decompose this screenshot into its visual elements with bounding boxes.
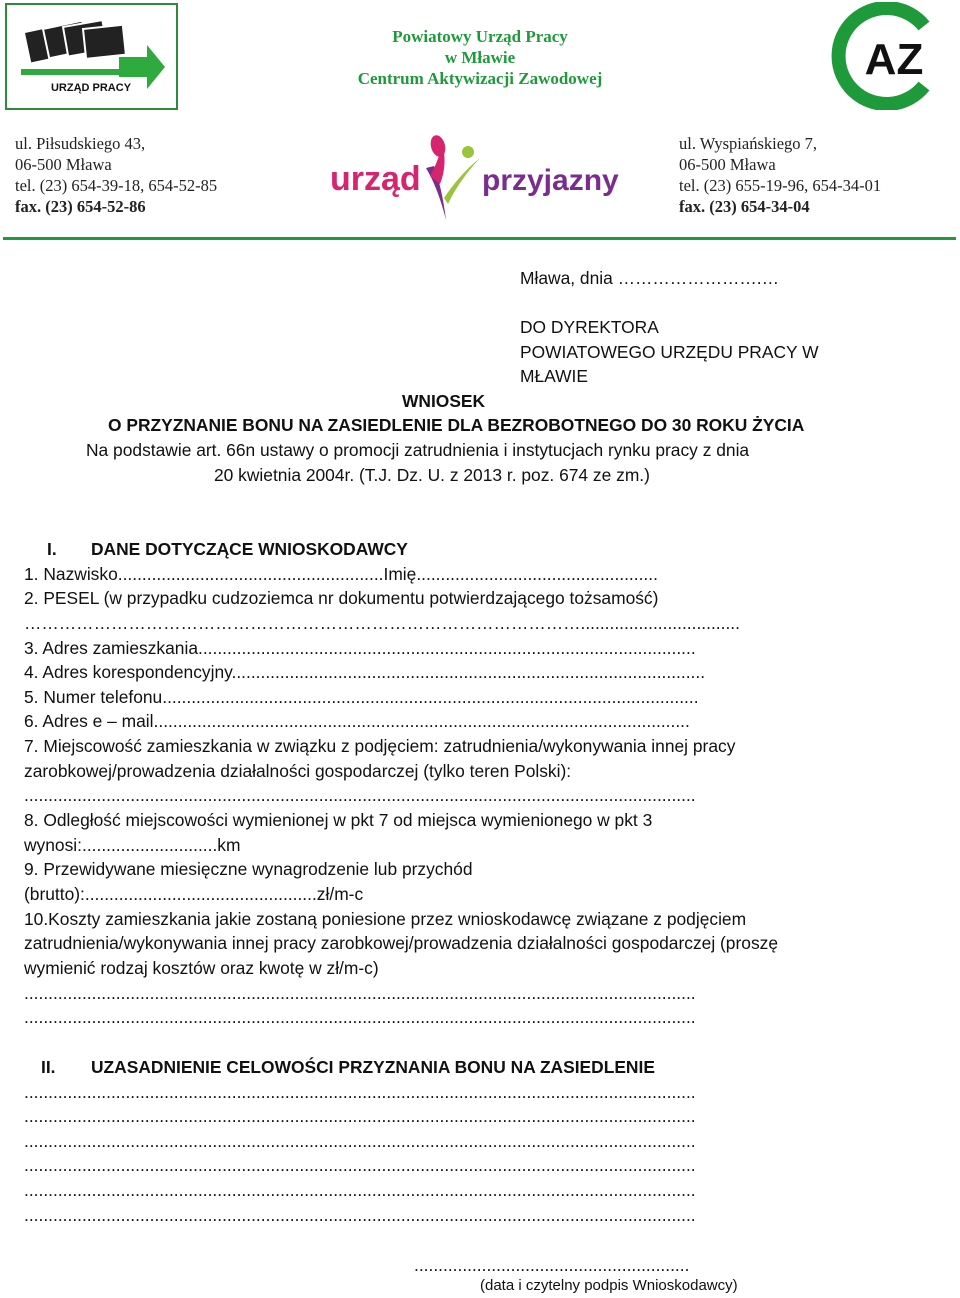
caz-logo-text: AZ: [864, 35, 924, 84]
field-correspondence-address[interactable]: 4. Adres korespondencyjny..................................................................................................: [24, 662, 706, 682]
field-costs-label: wymienić rodzaj kosztów oraz kwotę w zł/m-c): [24, 958, 379, 978]
office-title-line: Centrum Aktywizacji Zawodowej: [357, 69, 603, 88]
section-number: I.: [47, 539, 57, 559]
field-locality-label: 7. Miejscowość zamieszkania w związku z podjęciem: zatrudnienia/wykonywania innej pracy: [24, 736, 736, 756]
justification-line[interactable]: ...........................................................................................................................................: [24, 1131, 696, 1151]
address-right: [679, 133, 881, 217]
field-surname-name[interactable]: 1. Nazwisko.......................................................Imię..................................................: [24, 564, 658, 584]
field-pesel-label: 2. PESEL (w przypadku cudzoziemca nr dokumentu potwierdzającego tożsamość): [24, 588, 659, 608]
legal-basis-line: Na podstawie art. 66n ustawy o promocji zatrudnienia i instytucjach rynku pracy z dnia: [86, 440, 750, 460]
address-line: tel. (23) 654-39-18, 654-52-85: [15, 176, 218, 195]
address-left: [15, 133, 217, 217]
field-residence-address[interactable]: 3. Adres zamieszkania.......................................................................................................: [24, 638, 696, 658]
place-date-field[interactable]: Mława, dnia …………………….…: [520, 268, 779, 288]
section-heading: DANE DOTYCZĄCE WNIOSKODAWCY: [91, 539, 408, 559]
recipient-line: DO DYREKTORA: [520, 317, 659, 337]
urzad-przyjazny-logo: [330, 128, 630, 223]
field-income[interactable]: (brutto):................................................zł/m-c: [24, 884, 364, 904]
recipient-line: POWIATOWEGO URZĘDU PRACY W: [520, 342, 819, 362]
urzad-pracy-logo: [5, 3, 178, 110]
field-costs-label: 10.Koszty zamieszkania jakie zostaną poniesione przez wnioskodawcę związane z podjęciem: [24, 909, 747, 929]
justification-line[interactable]: ...........................................................................................................................................: [24, 1082, 696, 1102]
field-locality-label: zarobkowej/prowadzenia działalności gospodarczej (tylko teren Polski):: [24, 761, 572, 781]
urzad-pracy-logo-text: URZĄD PRACY: [50, 82, 132, 94]
office-title-line: Powiatowy Urząd Pracy: [392, 27, 568, 46]
field-distance[interactable]: wynosi:............................km: [24, 835, 241, 855]
justification-line[interactable]: ...........................................................................................................................................: [24, 1205, 696, 1225]
signature-field[interactable]: .........................................................: [414, 1255, 690, 1275]
field-email[interactable]: 6. Adres e – mail...............................................................................................................: [24, 711, 690, 731]
field-pesel[interactable]: …………………………………………………………………………………….................................: [24, 613, 740, 633]
signature-caption: (data i czytelny podpis Wnioskodawcy): [480, 1277, 738, 1294]
logo-word-przyjazny: przyjazny: [482, 164, 619, 197]
address-line: 06-500 Mława: [679, 155, 776, 174]
header-divider: [3, 237, 956, 240]
address-fax: fax. (23) 654-52-86: [15, 197, 146, 216]
address-line: ul. Piłsudskiego 43,: [15, 134, 146, 153]
justification-line[interactable]: ...........................................................................................................................................: [24, 1155, 696, 1175]
legal-basis-line: 20 kwietnia 2004r. (T.J. Dz. U. z 2013 r. poz. 674 ze zm.): [214, 465, 650, 485]
field-costs-label: zatrudnienia/wykonywania innej pracy zarobkowej/prowadzenia działalności gospodarczej (proszę: [24, 933, 779, 953]
address-line: tel. (23) 655-19-96, 654-34-01: [679, 176, 882, 195]
field-locality[interactable]: ...........................................................................................................................................: [24, 785, 696, 805]
recipient-line: MŁAWIE: [520, 366, 588, 386]
justification-line[interactable]: ...........................................................................................................................................: [24, 1106, 696, 1126]
field-income-label: 9. Przewidywane miesięczne wynagrodzenie lub przychód: [24, 859, 473, 879]
form-title: WNIOSEK: [402, 391, 486, 411]
logo-word-urzad: urząd: [330, 160, 421, 198]
office-title-line: w Mławie: [444, 48, 516, 67]
field-phone[interactable]: 5. Numer telefonu...............................................................................................................: [24, 687, 699, 707]
address-line: 06-500 Mława: [15, 155, 112, 174]
section-heading: UZASADNIENIE CELOWOŚCI PRZYZNANIA BONU NA ZASIEDLENIE: [91, 1057, 655, 1077]
field-distance-label: 8. Odległość miejscowości wymienionej w pkt 7 od miejsca wymienionego w pkt 3: [24, 810, 653, 830]
section-number: II.: [41, 1057, 56, 1077]
form-subtitle: O PRZYZNANIE BONU NA ZASIEDLENIE DLA BEZROBOTNEGO DO 30 ROKU ŻYCIA: [108, 415, 805, 435]
address-line: ul. Wyspiańskiego 7,: [679, 134, 818, 153]
field-costs[interactable]: ...........................................................................................................................................: [24, 983, 696, 1003]
caz-logo: [820, 2, 948, 110]
office-title: [300, 26, 660, 89]
field-costs[interactable]: ...........................................................................................................................................: [24, 1007, 696, 1027]
justification-line[interactable]: ...........................................................................................................................................: [24, 1180, 696, 1200]
address-fax: fax. (23) 654-34-04: [679, 197, 810, 216]
